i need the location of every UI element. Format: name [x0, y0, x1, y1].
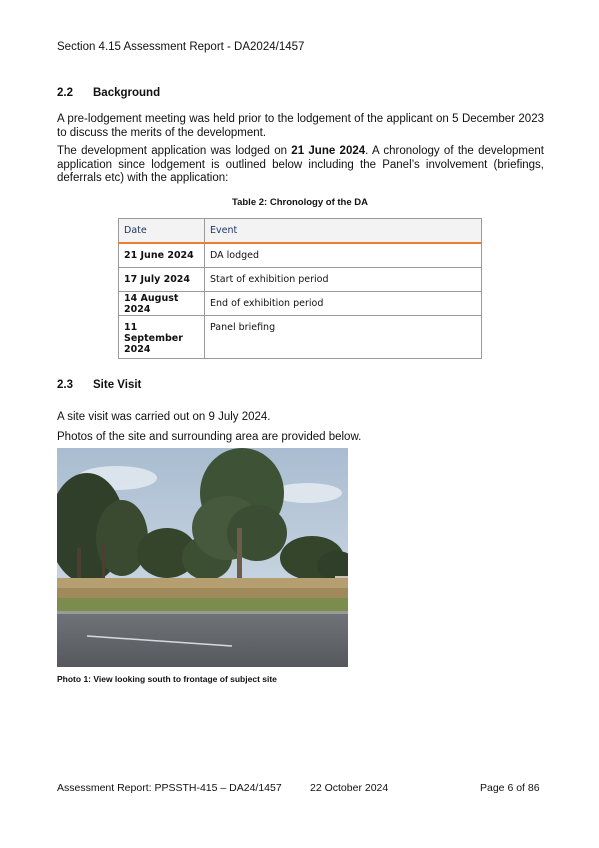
footer-report-reference: Assessment Report: PPSSTH-415 – DA24/1457	[57, 782, 282, 794]
table-header-row	[119, 219, 482, 244]
row-event: End of exhibition period	[205, 292, 482, 316]
table-caption: Table 2: Chronology of the DA	[232, 197, 368, 208]
section-heading-site-visit: Site Visit	[93, 379, 142, 391]
table-row	[119, 316, 482, 359]
row-event: Start of exhibition period	[205, 268, 482, 292]
site-visit-paragraph-2: Photos of the site and surrounding area are provided below.	[57, 431, 362, 443]
row-event: DA lodged	[205, 243, 482, 268]
row-event: Panel briefing	[205, 316, 482, 359]
footer-page-number: Page 6 of 86	[480, 782, 540, 794]
section-number-site-visit: 2.3	[57, 379, 73, 391]
row-date: 11 September 2024	[119, 316, 205, 359]
page-header: Section 4.15 Assessment Report - DA2024/1457	[57, 41, 305, 53]
column-header-event: Event	[205, 219, 482, 244]
footer-date: 22 October 2024	[310, 782, 389, 794]
chronology-table	[118, 218, 482, 359]
section-number-background: 2.2	[57, 87, 73, 99]
table-row	[119, 243, 482, 268]
background-paragraph-1: A pre-lodgement meeting was held prior to the lodgement of the applicant on 5 December 2023 to discuss the merits of the development.	[57, 113, 544, 139]
row-date: 21 June 2024	[119, 243, 205, 268]
row-date: 17 July 2024	[119, 268, 205, 292]
paragraph-text: The development application was lodged on	[57, 145, 292, 157]
lodgement-date: 21 June 2024	[291, 145, 366, 157]
table-row	[119, 268, 482, 292]
background-paragraph-2	[57, 145, 544, 186]
photo-caption: Photo 1: View looking south to frontage of subject site	[57, 674, 277, 684]
table-row	[119, 292, 482, 316]
section-heading-background: Background	[93, 87, 161, 99]
paragraph-text: . A chronology of the development application since lodgement is outlined below including the Panel’s involvement (briefings, deferrals etc) with the application:	[57, 145, 544, 184]
site-photo	[57, 448, 348, 667]
column-header-date: Date	[119, 219, 205, 244]
row-date: 14 August 2024	[119, 292, 205, 316]
site-visit-paragraph-1: A site visit was carried out on 9 July 2024.	[57, 411, 271, 423]
